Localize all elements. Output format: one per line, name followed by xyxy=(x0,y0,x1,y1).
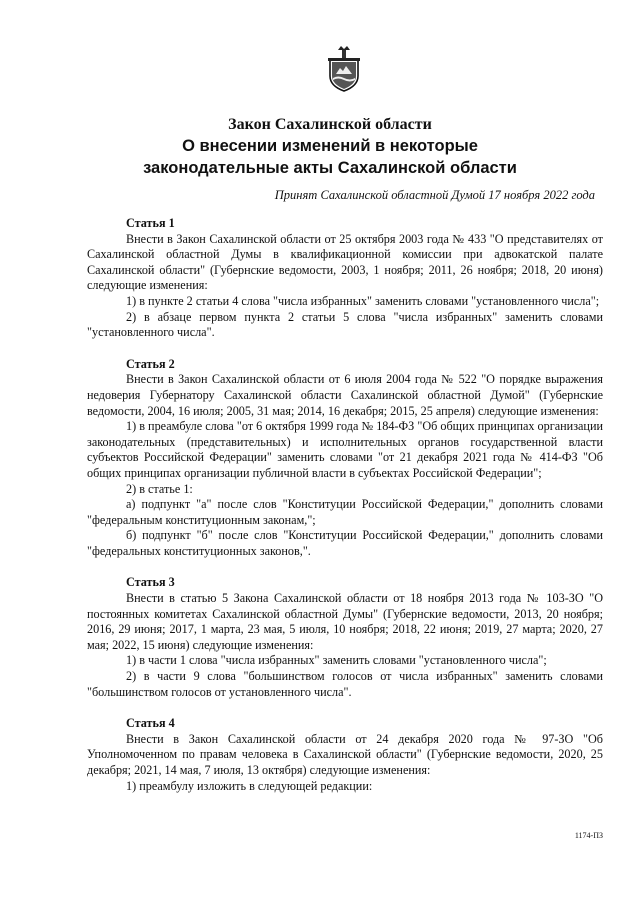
sakhalin-coat-of-arms-icon xyxy=(326,46,362,92)
article-paragraph: 1) в пункте 2 статьи 4 слова "числа избранных" заменить словами "установленного числа"; xyxy=(126,293,600,308)
article-heading: Статья 3 xyxy=(126,575,175,590)
title-block xyxy=(60,114,600,179)
document-body xyxy=(87,216,603,794)
article-paragraph: Внести в статью 5 Закона Сахалинской области от 18 ноября 2013 года № 103-ЗО "О постоянных комитетах Сахалинской областной Думы" (Губернские ведомости, 2013, 20 ноября; 2016, 29 июня; 2017, 1 марта, 23 мая, 5 июля, 10 ноября; 2018, 22 июня; 2019, 27 марта; 2020, 27 мая; 2022, 15 июня) следующие изменения: xyxy=(87,591,603,652)
article-heading: Статья 1 xyxy=(126,216,175,230)
adoption-note: Принят Сахалинской областной Думой 17 ноября 2022 года xyxy=(274,188,595,202)
article-paragraph: 2) в части 9 слова "большинством голосов от числа избранных" заменить словами "большинством голосов от установленного числа". xyxy=(87,669,603,699)
article-paragraph: 1) преамбулу изложить в следующей редакции: xyxy=(126,778,373,793)
article-paragraph: Внести в Закон Сахалинской области от 25 октября 2003 года № 433 "О представителях от Сахалинской областной Думы в квалификационной комиссии при адвокатской палате Сахалинской области" (Губернские ведомости, 2003, 1 ноября; 2011, 26 ноября; 2018, 20 июня) следующие изменения: xyxy=(87,231,603,293)
law-subtitle-line1: О внесении изменений в некоторые xyxy=(182,137,478,155)
article-heading: Статья 2 xyxy=(126,356,175,371)
article-paragraph: Внести в Закон Сахалинской области от 24 декабря 2020 года № 97-ЗО "Об Уполномоченном по правам человека в Сахалинской области" (Губернские ведомости, 2020, 25 декабря; 2021, 14 мая, 7 июля, 13 октября) следующие изменения: xyxy=(87,731,603,777)
article-paragraph: 1) в преамбуле слова "от 6 октября 1999 года № 184-ФЗ "Об общих принципах организации законодательных (представительных) и исполнительных органов государственной власти субъектов Российской Федерации" заменить словами "от 21 декабря 2021 года № 414-ФЗ "Об общих принципах организации публичной власти в субъектах Российской Федерации"; xyxy=(87,419,603,480)
article-paragraph: Внести в Закон Сахалинской области от 6 июля 2004 года № 522 "О порядке выражения недоверия Губернатору Сахалинской области Сахалинской областной Думой" (Губернские ведомости, 2004, 16 июля; 2005, 31 мая; 2014, 16 декабря; 2015, 25 апреля) следующие изменения: xyxy=(87,372,603,418)
article-paragraph: б) подпункт "б" после слов "Конституции Российской Федерации," дополнить словами "федеральных конституционных законов,". xyxy=(87,528,603,558)
article-paragraph: 1) в части 1 слова "числа избранных" заменить словами "установленного числа"; xyxy=(126,653,547,668)
article-paragraph: а) подпункт "а" после слов "Конституции Российской Федерации," дополнить словами "федеральным конституционным законам,"; xyxy=(87,497,603,527)
law-subtitle-line2: законодательные акты Сахалинской области xyxy=(143,159,517,177)
article-paragraph: 2) в статье 1: xyxy=(126,481,193,496)
article-paragraph: 2) в абзаце первом пункта 2 статьи 5 слова "числа избранных" заменить словами "установленного числа". xyxy=(87,309,603,340)
document-code: 1174-ПЗ xyxy=(574,831,603,840)
article-heading: Статья 4 xyxy=(126,716,175,731)
law-title: Закон Сахалинской области xyxy=(228,116,432,133)
